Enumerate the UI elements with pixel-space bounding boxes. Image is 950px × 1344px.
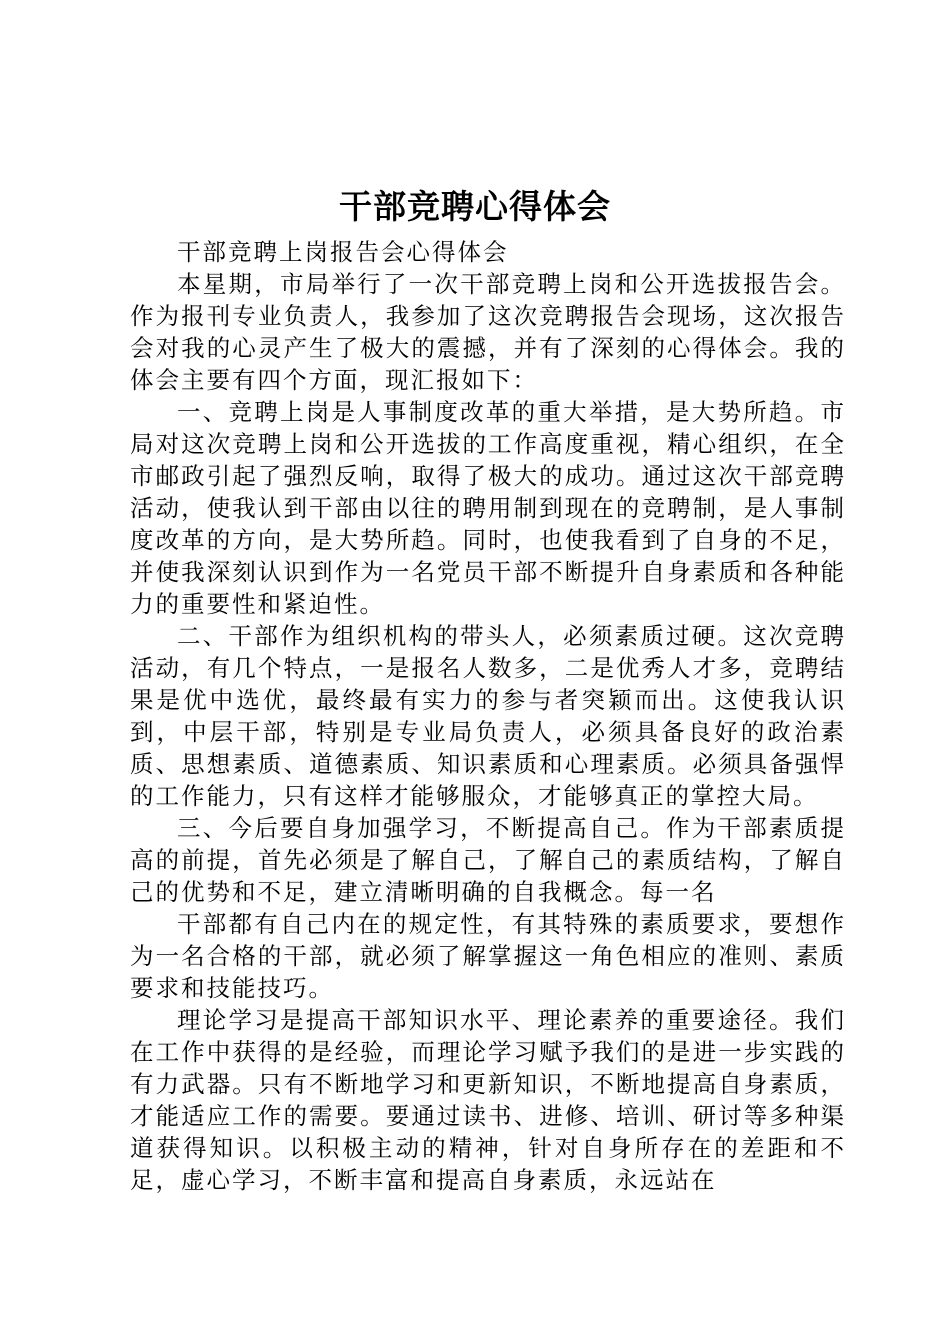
paragraph: 二、干部作为组织机构的带头人，必须素质过硬。这次竞聘活动，有几个特点，一是报名人数多，二是优秀人才多，竞聘结果是优中选优，最终最有实力的参与者突颖而出。这使我认识到，中层干部，特别是专业局负责人，必须具备良好的政治素质、思想素质、道德素质、知识素质和心理素质。必须具备强悍的工作能力，只有这样才能够服众，才能够真正的掌控大局。 (130, 622, 846, 810)
paragraph: 本星期，市局举行了一次干部竞聘上岗和公开选拔报告会。作为报刊专业负责人，我参加了这次竞聘报告会现场，这次报告会对我的心灵产生了极大的震撼，并有了深刻的心得体会。我的体会主要有四个方面，现汇报如下： (130, 270, 846, 394)
paragraph: 干部竞聘上岗报告会心得体会 (177, 238, 509, 266)
paragraph: 理论学习是提高干部知识水平、理论素养的重要途径。我们在工作中获得的是经验，而理论学习赋予我们的是进一步实践的有力武器。只有不断地学习和更新知识，不断地提高自身素质，才能适应工作的需要。要通过读书、进修、培训、研讨等多种渠道获得知识。以积极主动的精神，针对自身所存在的差距和不足，虚心学习，不断丰富和提高自身素质，永远站在 (130, 1006, 846, 1194)
paragraph: 三、今后要自身加强学习，不断提高自己。作为干部素质提高的前提，首先必须是了解自己，了解自己的素质结构，了解自己的优势和不足，建立清晰明确的自我概念。每一名 (130, 814, 846, 906)
document-title: 干部竞聘心得体会 (339, 187, 611, 226)
paragraph: 一、竞聘上岗是人事制度改革的重大举措，是大势所趋。市局对这次竞聘上岗和公开选拔的工作高度重视，精心组织，在全市邮政引起了强烈反响，取得了极大的成功。通过这次干部竞聘活动，使我认到干部由以往的聘用制到现在的竞聘制，是人事制度改革的方向，是大势所趋。同时，也使我看到了自身的不足，并使我深刻认识到作为一名党员干部不断提升自身素质和各种能力的重要性和紧迫性。 (130, 398, 846, 618)
document-body (130, 236, 846, 1196)
paragraph: 干部都有自己内在的规定性，有其特殊的素质要求，要想作为一名合格的干部，就必须了解掌握这一角色相应的准则、素质要求和技能技巧。 (130, 910, 846, 1002)
